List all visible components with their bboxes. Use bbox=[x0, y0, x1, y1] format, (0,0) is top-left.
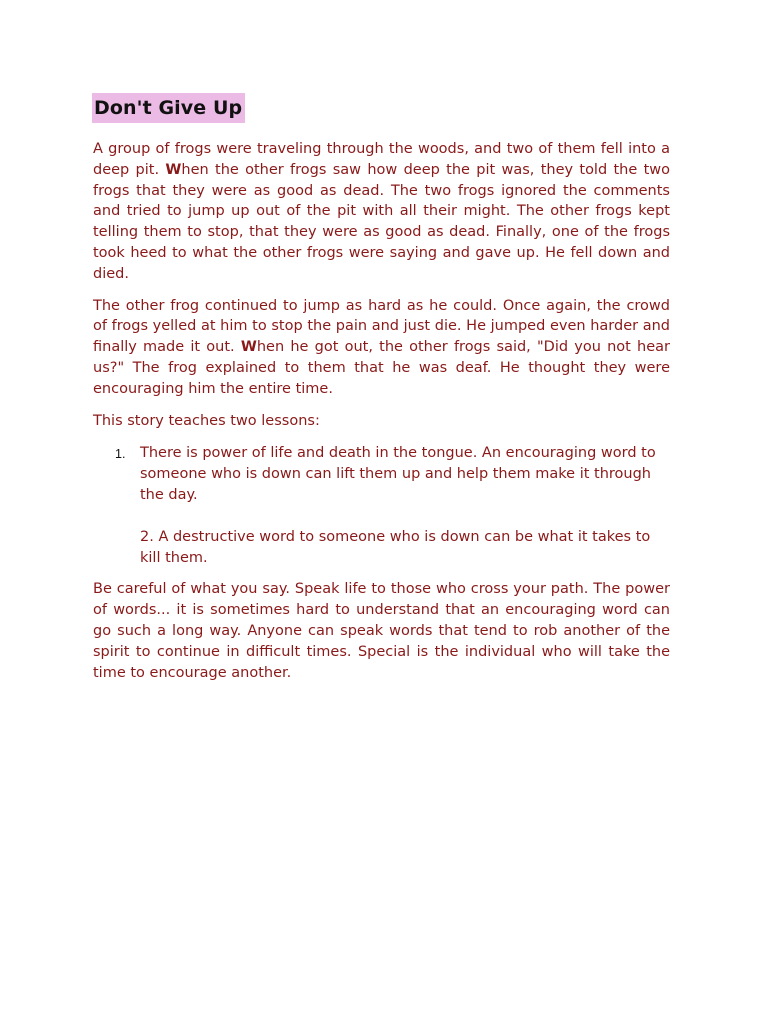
document-title: Don't Give Up bbox=[92, 93, 245, 123]
paragraph-1-text-b: hen the other frogs saw how deep the pit was, they told the two frogs that they were as good as dead. The two frogs ignored the comments and tried to jump up out of the pit with all their might. The other frogs kept telling them to stop, that they were as good as dead. Finally, one of the frogs took heed to what the other frogs were saying and gave up. He fell down and died. bbox=[93, 161, 670, 282]
paragraph-1-text-a: A group of frogs were traveling through the woods, and two of them fell into a deep pit. bbox=[93, 141, 670, 178]
lesson-text-1: There is power of life and death in the tongue. An encouraging word to someone who is down can lift them up and help them make it through the day. bbox=[140, 445, 656, 503]
lesson-item-1 bbox=[115, 443, 670, 505]
lessons-intro: This story teaches two lessons: bbox=[93, 412, 320, 429]
paragraph-2-text-a: The other frog continued to jump as hard as he could. Once again, the crowd of frogs yelled at him to stop the pain and just die. He jumped even harder and finally made it out. bbox=[93, 297, 670, 356]
story-paragraph-1 bbox=[93, 139, 670, 285]
lesson-text-2: 2. A destructive word to someone who is down can be what it takes to kill them. bbox=[140, 528, 651, 566]
story-paragraph-2 bbox=[93, 296, 670, 400]
lesson-number-1: 1. bbox=[115, 447, 126, 462]
paragraph-2-text-b: hen he got out, the other frogs said, "Did you not hear us?" The frog explained to them that he was deaf. He thought they were encouraging him the entire time. bbox=[93, 339, 670, 397]
lesson-item-2 bbox=[140, 527, 670, 569]
closing-paragraph: Be careful of what you say. Speak life to those who cross your path. The power of words... it is sometimes hard to understand that an encouraging word can go such a long way. Anyone can speak words that tend to rob another of the spirit to continue in difficult times. Special is the individual who will take the time to encourage another. bbox=[93, 581, 670, 681]
document-page bbox=[93, 93, 670, 683]
paragraph-2-bold-letter: W bbox=[240, 339, 257, 356]
paragraph-1-bold-letter: W bbox=[165, 161, 182, 178]
lessons-list bbox=[115, 443, 670, 568]
